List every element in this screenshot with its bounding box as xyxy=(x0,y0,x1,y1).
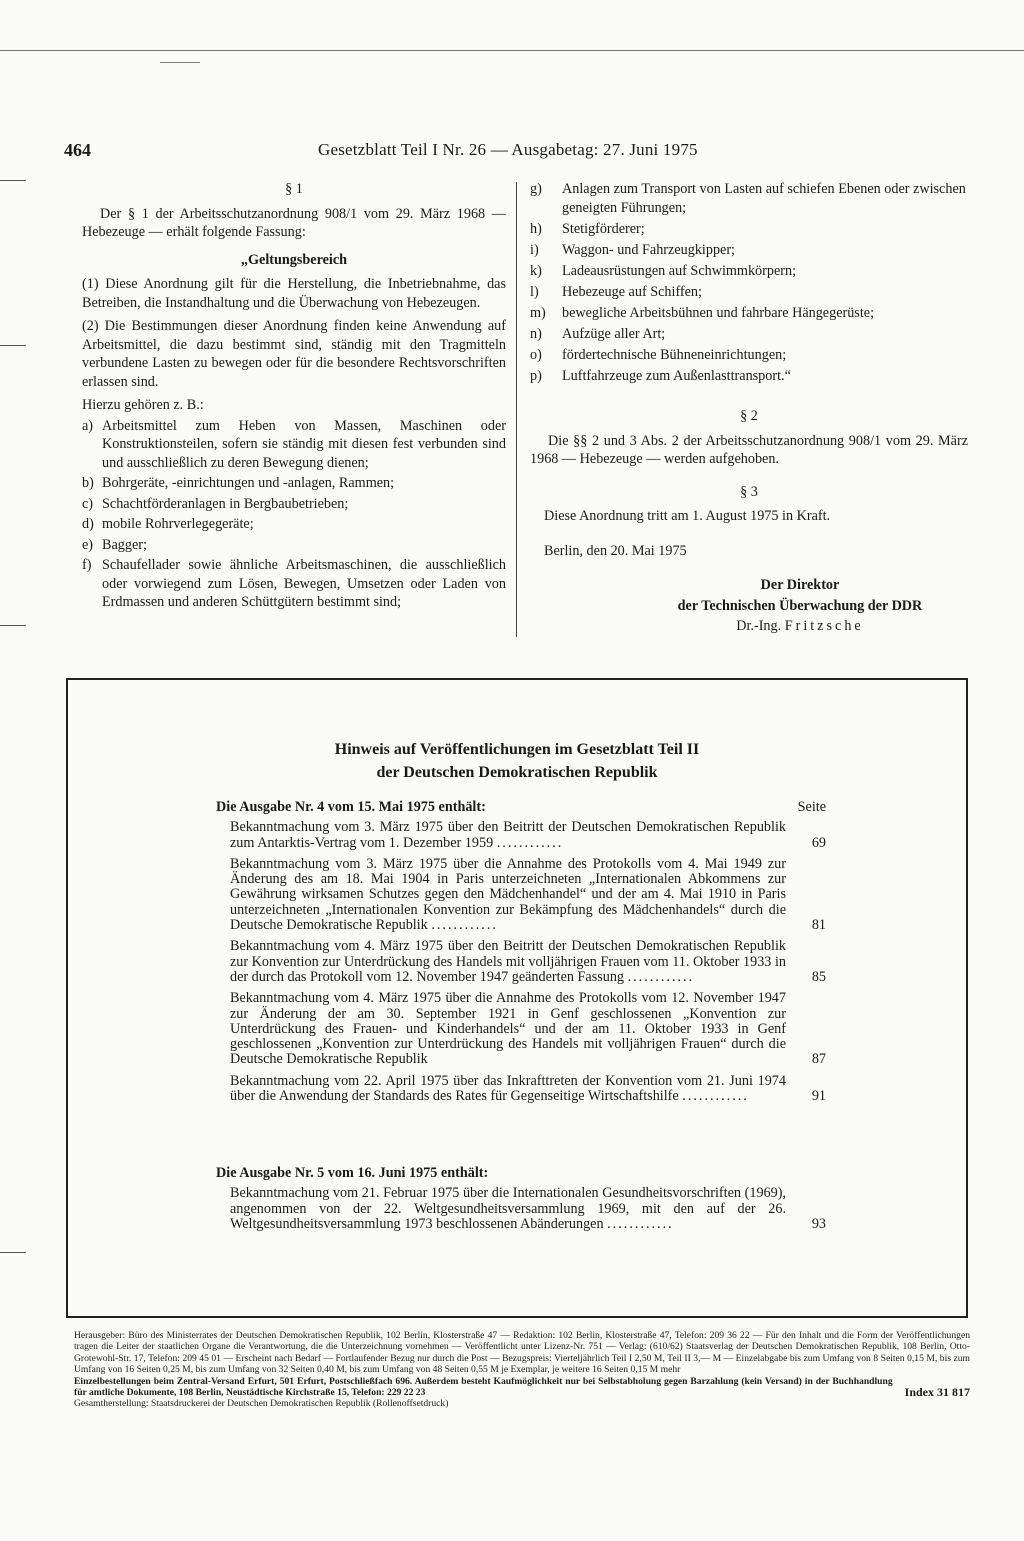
list-item-label: h) xyxy=(530,220,542,237)
column-divider xyxy=(516,182,517,637)
signature-title: Der Direktor xyxy=(760,577,840,593)
section-3-text: Diese Anordnung tritt am 1. August 1975 in Kraft. xyxy=(544,508,831,524)
issue-4-block xyxy=(216,800,826,1110)
entry-page: 69 xyxy=(811,834,826,851)
entry-text: Bekanntmachung vom 4. März 1975 über den Beitritt der Deutschen Demokratischen Republik zur Konvention zur Unterdrückung des Handels mit volljährigen Frauen vom 11. Oktober 1933 in der durch das Protokoll vom 12. November 1947 geänderten Fassung xyxy=(230,938,786,985)
list-item-text: fördertechnische Bühneneinrichtungen; xyxy=(562,346,787,363)
entry-page: 85 xyxy=(811,968,826,985)
list-item-label: m) xyxy=(530,304,546,321)
list-item xyxy=(230,1074,826,1105)
leader-dots: ............ xyxy=(627,968,695,985)
list-item xyxy=(530,262,968,281)
list-item-text: Luftfahrzeuge zum Außenlasttransport.“ xyxy=(562,367,791,384)
issue-5-heading: Die Ausgabe Nr. 5 vom 16. Juni 1975 enthält: xyxy=(216,1165,489,1181)
scope-heading: „Geltungsbereich xyxy=(240,251,348,268)
right-column xyxy=(530,180,968,636)
list-item xyxy=(530,346,968,365)
list-item xyxy=(530,283,968,302)
notice-title xyxy=(68,738,966,784)
list-item xyxy=(82,495,506,514)
entry-text: Bekanntmachung vom 22. April 1975 über das Inkrafttreten der Konvention vom 21. Juni 1974 über die Anwendung der Standards des Rates für Gegenseitige Wirtschaftshilfe xyxy=(230,1072,786,1105)
issue-5-block xyxy=(216,1166,826,1238)
paragraph-1: (1) Diese Anordnung gilt für die Herstellung, die Inbetriebnahme, das Betreiben, die Instandhaltung und die Überwachung von Hebezeugen. xyxy=(82,276,506,311)
list-item-label: p) xyxy=(530,367,542,384)
entry-page: 93 xyxy=(811,1215,826,1232)
list-item xyxy=(530,367,968,386)
entry-page: 81 xyxy=(811,917,826,934)
list-item xyxy=(230,991,826,1067)
margin-mark xyxy=(0,180,26,181)
page-header xyxy=(64,140,964,164)
section-2-heading: § 2 xyxy=(740,408,758,424)
list-item-text: Ladeausrüstungen auf Schwimmkörpern; xyxy=(562,262,797,279)
list-item-text: bewegliche Arbeitsbühnen und fahrbare Hängegerüste; xyxy=(562,304,875,321)
list-item-text: mobile Rohrverlegegeräte; xyxy=(102,516,254,532)
margin-mark xyxy=(0,1252,26,1253)
signatory-name: Fritzsche xyxy=(784,618,864,634)
issue-4-heading-row xyxy=(216,800,826,815)
notice-title-line-1: Hinweis auf Veröffentlichungen im Gesetzblatt Teil II xyxy=(334,741,700,758)
seite-label: Seite xyxy=(797,799,826,815)
list-item-text: Hebezeuge auf Schiffen; xyxy=(562,283,702,300)
list-item xyxy=(230,857,826,933)
scan-edge-dash xyxy=(160,62,200,63)
list-item-text: Schaufellader sowie ähnliche Arbeitsmaschinen, die ausschließlich oder vorwiegend zum Lösen, Bewegen, Umsetzen oder Laden von Erdmassen und anderen Schüttgütern bestimmt sind; xyxy=(102,557,506,610)
list-item xyxy=(82,417,506,473)
list-item xyxy=(82,515,506,534)
signatory-prefix: Dr.-Ing. xyxy=(736,618,782,634)
list-item-label: f) xyxy=(82,557,92,573)
list-item-text: Aufzüge aller Art; xyxy=(562,325,666,342)
list-item xyxy=(530,325,968,344)
leader-dots: ............ xyxy=(431,917,498,934)
leader-dots: ............ xyxy=(607,1215,674,1232)
left-column xyxy=(82,180,506,614)
imprint-publisher: Herausgeber: Büro des Ministerrates der Deutschen Demokratischen Republik, 102 Berlin, Klosterstraße 47 — Redaktion: 102 Berlin, Klosterstraße 47, Telefon: 209 36 22 — Für den Inhalt und die Form der Veröffentlichungen tragen die Leiter der staatlichen Organe die Verantwortung, die die Unterzeichnung vornehmen — Veröffentlicht unter Lizenz-Nr. 751 — Verlag: (610/62) Staatsverlag der Deutschen Demokratischen Republik, 108 Berlin, Otto-Grotewohl-Str. 17, Telefon: 209 45 01 — Erscheint nach Bedarf — Fortlaufender Bezug nur durch die Post — Bezugspreis: Vierteljährlich Teil I 2,50 M, Teil II 3,— M — Einzelabgabe bis zum Umfang von 8 Seiten 0,15 M, bis zum Umfang von 16 Seiten 0,25 M, bis zum Umfang von 32 Seiten 0,40 M, bis zum Umfang von 48 Seiten 0,55 M je Exemplar, je weitere 16 Seiten 0,15 M mehr xyxy=(74,1330,970,1376)
list-item-label: i) xyxy=(530,241,539,258)
list-item xyxy=(530,304,968,323)
running-head: Gesetzblatt Teil I Nr. 26 — Ausgabetag: 27. Juni 1975 xyxy=(318,140,698,159)
entry-text: Bekanntmachung vom 21. Februar 1975 über die Internationalen Gesundheitsvorschriften (1969), angenommen von der 22. Weltgesundheitsversammlung 1969, mit den auf der 26. Weltgesundheitsversammlung 1973 beschlossenen Abänderungen xyxy=(230,1185,786,1232)
margin-mark xyxy=(0,345,26,346)
entry-text: Bekanntmachung vom 3. März 1975 über die Annahme des Protokolls vom 4. Mai 1949 zur Änderung des am 18. Mai 1904 in Paris unterzeichneten „Internationalen Abkommens zur Gewährung wirksamen Schutzes gegen den Mädchenhandel“ und der am 4. Mai 1910 in Paris unterzeichneten „Internationalen Konvention zur Bekämpfung des Mädchenhandels“ durch die Deutsche Demokratische Republik xyxy=(230,855,786,934)
notice-box xyxy=(66,678,968,1318)
examples-intro: Hierzu gehören z. B.: xyxy=(82,397,204,413)
list-item-label: c) xyxy=(82,495,94,512)
list-item-text: Schachtförderanlagen in Bergbaubetrieben; xyxy=(102,495,349,512)
entry-page: 87 xyxy=(811,1051,826,1068)
issue-4-heading: Die Ausgabe Nr. 4 vom 15. Mai 1975 enthält: xyxy=(216,799,486,815)
margin-mark xyxy=(0,625,26,626)
leader-dots: ............ xyxy=(682,1088,749,1105)
list-item xyxy=(230,1186,826,1232)
list-item-text: Bohrgeräte, -einrichtungen und -anlagen, Rammen; xyxy=(102,475,395,491)
list-item-label: g) xyxy=(530,181,542,197)
paragraph-2: (2) Die Bestimmungen dieser Anordnung finden keine Anwendung auf Arbeitsmittel, die dazu bestimmt sind, ständig mit den Tragmitteln verbundene Lasten zu bewegen oder für die besondere Rechtsvorschriften erlassen sind. xyxy=(82,318,506,390)
list-item xyxy=(530,180,968,217)
list-item-label: b) xyxy=(82,475,94,491)
list-item-label: e) xyxy=(82,536,94,553)
entry-page: 91 xyxy=(811,1088,826,1105)
section-1-heading: § 1 xyxy=(285,181,303,197)
imprint-order-row xyxy=(74,1376,970,1399)
issue-5-heading-row xyxy=(216,1166,826,1181)
list-item-label: d) xyxy=(82,516,94,532)
list-item xyxy=(82,536,506,555)
scan-edge-line xyxy=(0,50,1024,51)
list-item-label: k) xyxy=(530,262,542,279)
imprint xyxy=(74,1330,970,1410)
imprint-orders: Einzelbestellungen beim Zentral-Versand Erfurt, 501 Erfurt, Postschließfach 696. Außerdem besteht Kaufmöglichkeit nur bei Selbstabholung gegen Barzahlung (kein Versand) in der Buchhandlung für amtliche Dokumente, 108 Berlin, Neustädtische Kirchstraße 15, Telefon: 229 22 23 xyxy=(74,1375,893,1399)
list-item-text: Anlagen zum Transport von Lasten auf schiefen Ebenen oder zwischen geneigten Führungen; xyxy=(562,181,966,216)
list-item-label: a) xyxy=(82,417,94,434)
notice-title-line-2: der Deutschen Demokratischen Republik xyxy=(376,764,658,781)
list-item-text: Bagger; xyxy=(102,536,147,553)
page-number: 464 xyxy=(64,140,91,160)
signature-organization: der Technischen Überwachung der DDR xyxy=(677,597,923,614)
list-item xyxy=(82,474,506,493)
list-item-label: n) xyxy=(530,325,542,342)
signatory xyxy=(650,617,950,636)
list-item-label: l) xyxy=(530,283,539,300)
list-item xyxy=(82,556,506,612)
list-item xyxy=(530,241,968,260)
section-3-heading: § 3 xyxy=(740,483,758,500)
section-2-text: Die §§ 2 und 3 Abs. 2 der Arbeitsschutzanordnung 908/1 vom 29. März 1968 — Hebezeuge — werden aufgehoben. xyxy=(530,432,968,467)
list-item-text: Arbeitsmittel zum Heben von Massen, Maschinen oder Konstruktionsteilen, sofern sie ständig mit diesen fest verbunden sind und ausschließlich zu deren Bewegung dienen; xyxy=(102,417,506,471)
imprint-printing: Gesamtherstellung: Staatsdruckerei der Deutschen Demokratischen Republik (Rollenoffsetdruck) xyxy=(74,1398,449,1410)
list-item-text: Waggon- und Fahrzeugkipper; xyxy=(562,241,735,258)
index-number: Index 31 817 xyxy=(904,1385,970,1400)
list-item-text: Stetigförderer; xyxy=(562,220,645,237)
place-date: Berlin, den 20. Mai 1975 xyxy=(544,542,687,559)
list-item xyxy=(530,220,968,239)
list-item xyxy=(230,939,826,985)
list-item xyxy=(230,820,826,851)
leader-dots: ............ xyxy=(496,834,564,851)
section-1-intro: Der § 1 der Arbeitsschutzanordnung 908/1 vom 29. März 1968 — Hebezeuge — erhält folgende Fassung: xyxy=(82,205,506,240)
entry-text: Bekanntmachung vom 3. März 1975 über den Beitritt der Deutschen Demokratischen Republik zum Antarktis-Vertrag vom 1. Dezember 1959 xyxy=(230,819,786,851)
list-item-label: o) xyxy=(530,346,542,363)
entry-text: Bekanntmachung vom 4. März 1975 über die Annahme des Protokolls vom 12. November 1947 zur Änderung der am 30. September 1921 in Genf geschlossenen „Konvention zur Unterdrückung des Frauen- und Kinderhandels“ und der am 11. Oktober 1933 in Genf geschlossenen „Konvention zur Unterdrückung des Handels mit volljährigen Frauen“ durch die Deutsche Demokratische Republik xyxy=(230,990,786,1068)
